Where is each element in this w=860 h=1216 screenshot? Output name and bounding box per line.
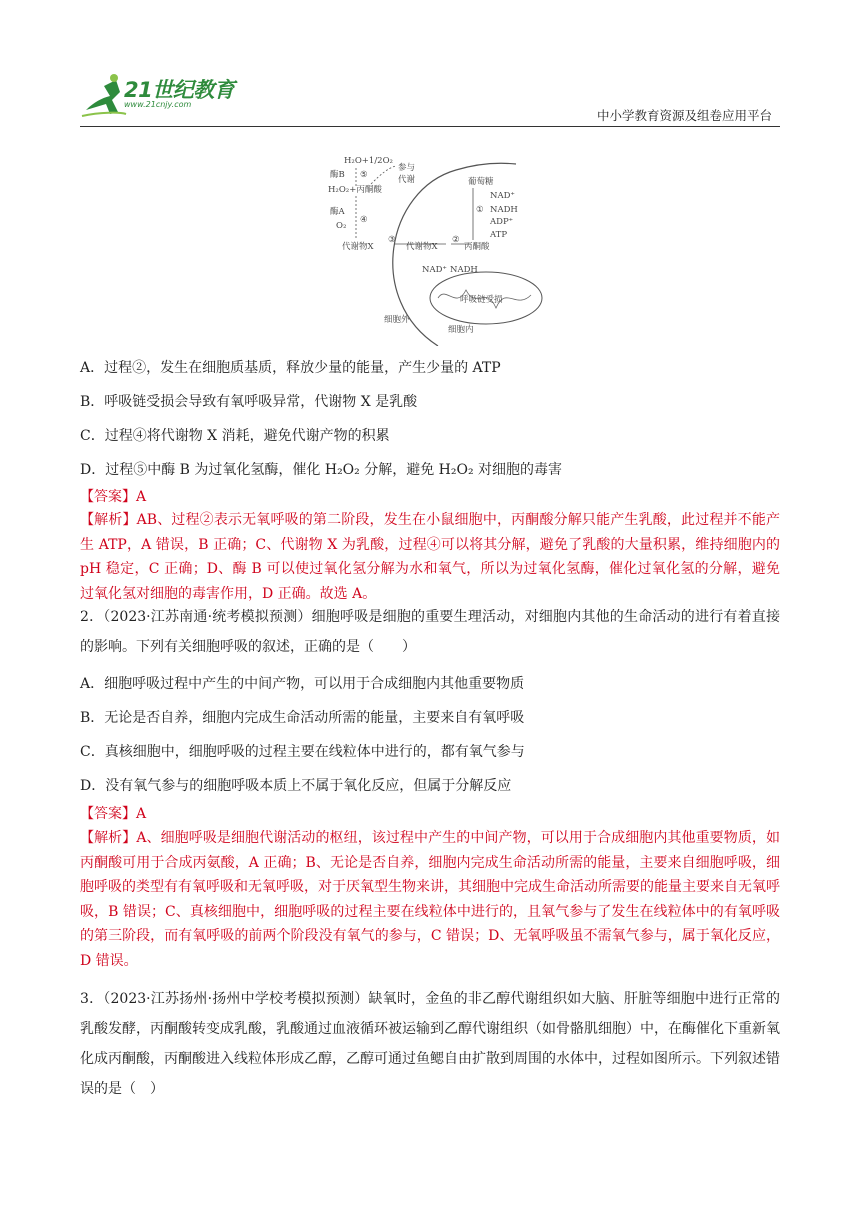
q1-option-b: B．呼吸链受损会导致有氧呼吸异常，代谢物 X 是乳酸 (80, 394, 418, 410)
label-h2o-o2: H₂O+1/2O₂ (344, 156, 393, 166)
q1-answer: 【答案】A (80, 489, 147, 505)
label-step1: ① (476, 205, 484, 215)
label-nadh-1: NADH (490, 205, 518, 215)
label-step2: ② (452, 235, 460, 245)
cell-respiration-diagram (326, 150, 566, 346)
label-enzyme-b: 酶B (330, 170, 345, 180)
q2-option-d: D．没有氧气参与的细胞呼吸本质上不属于氧化反应，但属于分解反应 (80, 778, 512, 794)
label-inside: 细胞内 (448, 325, 474, 335)
label-h2o2-pyruvate: H₂O₂+丙酮酸 (328, 185, 382, 195)
label-metab-x-in: 代谢物X (406, 242, 438, 252)
q3-stem: 3．（2023·江苏扬州·扬州中学校考模拟预测）缺氧时，金鱼的非乙醇代谢组织如大脑、肝脏等细胞中进行正常的乳酸发酵，丙酮酸转变成乳酸，乳酸通过血液循环被运输到乙醇代谢组织（如骨骼肌细胞）中，在酶催化下重新氧化成丙酮酸，丙酮酸进入线粒体形成乙醇，乙醇可通过鱼鳃自由扩散到周围的水体中，过程如图所示。下列叙述错误的是（ ） (80, 991, 780, 1097)
label-step3: ③ (388, 235, 396, 245)
label-nad-plus-2: NAD⁺ (422, 265, 447, 275)
label-atp: ATP (490, 230, 508, 240)
label-outside: 细胞外 (384, 315, 410, 325)
label-nadh-2: NADH (450, 265, 478, 275)
q2-stem: 2．（2023·江苏南通·统考模拟预测）细胞呼吸是细胞的重要生理活动，对细胞内其他的生命活动的进行有着直接的影响。下列有关细胞呼吸的叙述，正确的是（ ） (80, 609, 780, 655)
label-pyruvate: 丙酮酸 (464, 242, 490, 252)
platform-title: 中小学教育资源及组卷应用平台 (596, 108, 772, 123)
logo-text: 21世纪教育 (124, 78, 235, 102)
label-participate1: 参与 (398, 163, 416, 173)
q2-answer: 【答案】A (80, 806, 147, 822)
label-nad-plus-1: NAD⁺ (490, 191, 515, 201)
label-metab-x-out: 代谢物X (342, 242, 374, 252)
label-o2: O₂ (336, 221, 347, 231)
q2-option-a: A．细胞呼吸过程中产生的中间产物，可以用于合成细胞内其他重要物质 (80, 676, 525, 692)
label-step5: ⑤ (360, 170, 368, 180)
label-step4: ④ (360, 215, 368, 225)
q2-option-b: B．无论是否自养，细胞内完成生命活动所需的能量，主要来自有氧呼吸 (80, 710, 525, 726)
header-divider (80, 126, 780, 127)
q1-option-a: A．过程②，发生在细胞质基质，释放少量的能量，产生少量的 ATP (80, 360, 501, 376)
label-participate2: 代谢 (398, 175, 416, 185)
label-resp-chain: 呼吸链受损 (460, 295, 503, 305)
q2-option-c: C．真核细胞中，细胞呼吸的过程主要在线粒体中进行的，都有氧气参与 (80, 744, 525, 760)
label-adp: ADP⁺ (490, 217, 514, 227)
q1-option-d: D．过程⑤中酶 B 为过氧化氢酶，催化 H₂O₂ 分解，避免 H₂O₂ 对细胞的毒害 (80, 462, 563, 478)
q2-analysis: 【解析】A、细胞呼吸是细胞代谢活动的枢纽，该过程中产生的中间产物，可以用于合成细胞内其他重要物质，如丙酮酸可用于合成丙氨酸，A 正确；B、无论是否自养，细胞内完成生命活动所需的能量，主要来自细胞呼吸，细胞呼吸的类型有有氧呼吸和无氧呼吸，对于厌氧型生物来讲，其细胞中完成生命活动所需要的能量主要来自无氧呼吸，B 错误；C、真核细胞中，细胞呼吸的过程主要在线粒体中进行的，且氧气参与了发生在线粒体中的有氧呼吸的第三阶段，而有氧呼吸的前两个阶段没有氧气的参与，C 错误；D、无氧呼吸虽不需氧气参与，属于氧化反应，D 错误。 (80, 830, 780, 969)
label-glucose: 葡萄糖 (468, 177, 494, 187)
q1-option-c: C．过程④将代谢物 X 消耗，避免代谢产物的积累 (80, 428, 390, 444)
logo-url: www.21cnjy.com (124, 100, 192, 109)
label-enzyme-a: 酶A (330, 207, 345, 217)
q1-analysis: 【解析】AB、过程②表示无氧呼吸的第二阶段，发生在小鼠细胞中，丙酮酸分解只能产生乳酸，此过程并不能产生 ATP，A 错误，B 正确；C、代谢物 X 为乳酸，过程④可以将其分解，避免了乳酸的大量积累，维持细胞内的 pH 稳定，C 正确；D、酶 B 可以使过氧化氢分解为水和氧气，所以为过氧化氢酶，催化过氧化氢的分解，避免过氧化氢对细胞的毒害作用，D 正确。故选 A。 (80, 512, 780, 602)
